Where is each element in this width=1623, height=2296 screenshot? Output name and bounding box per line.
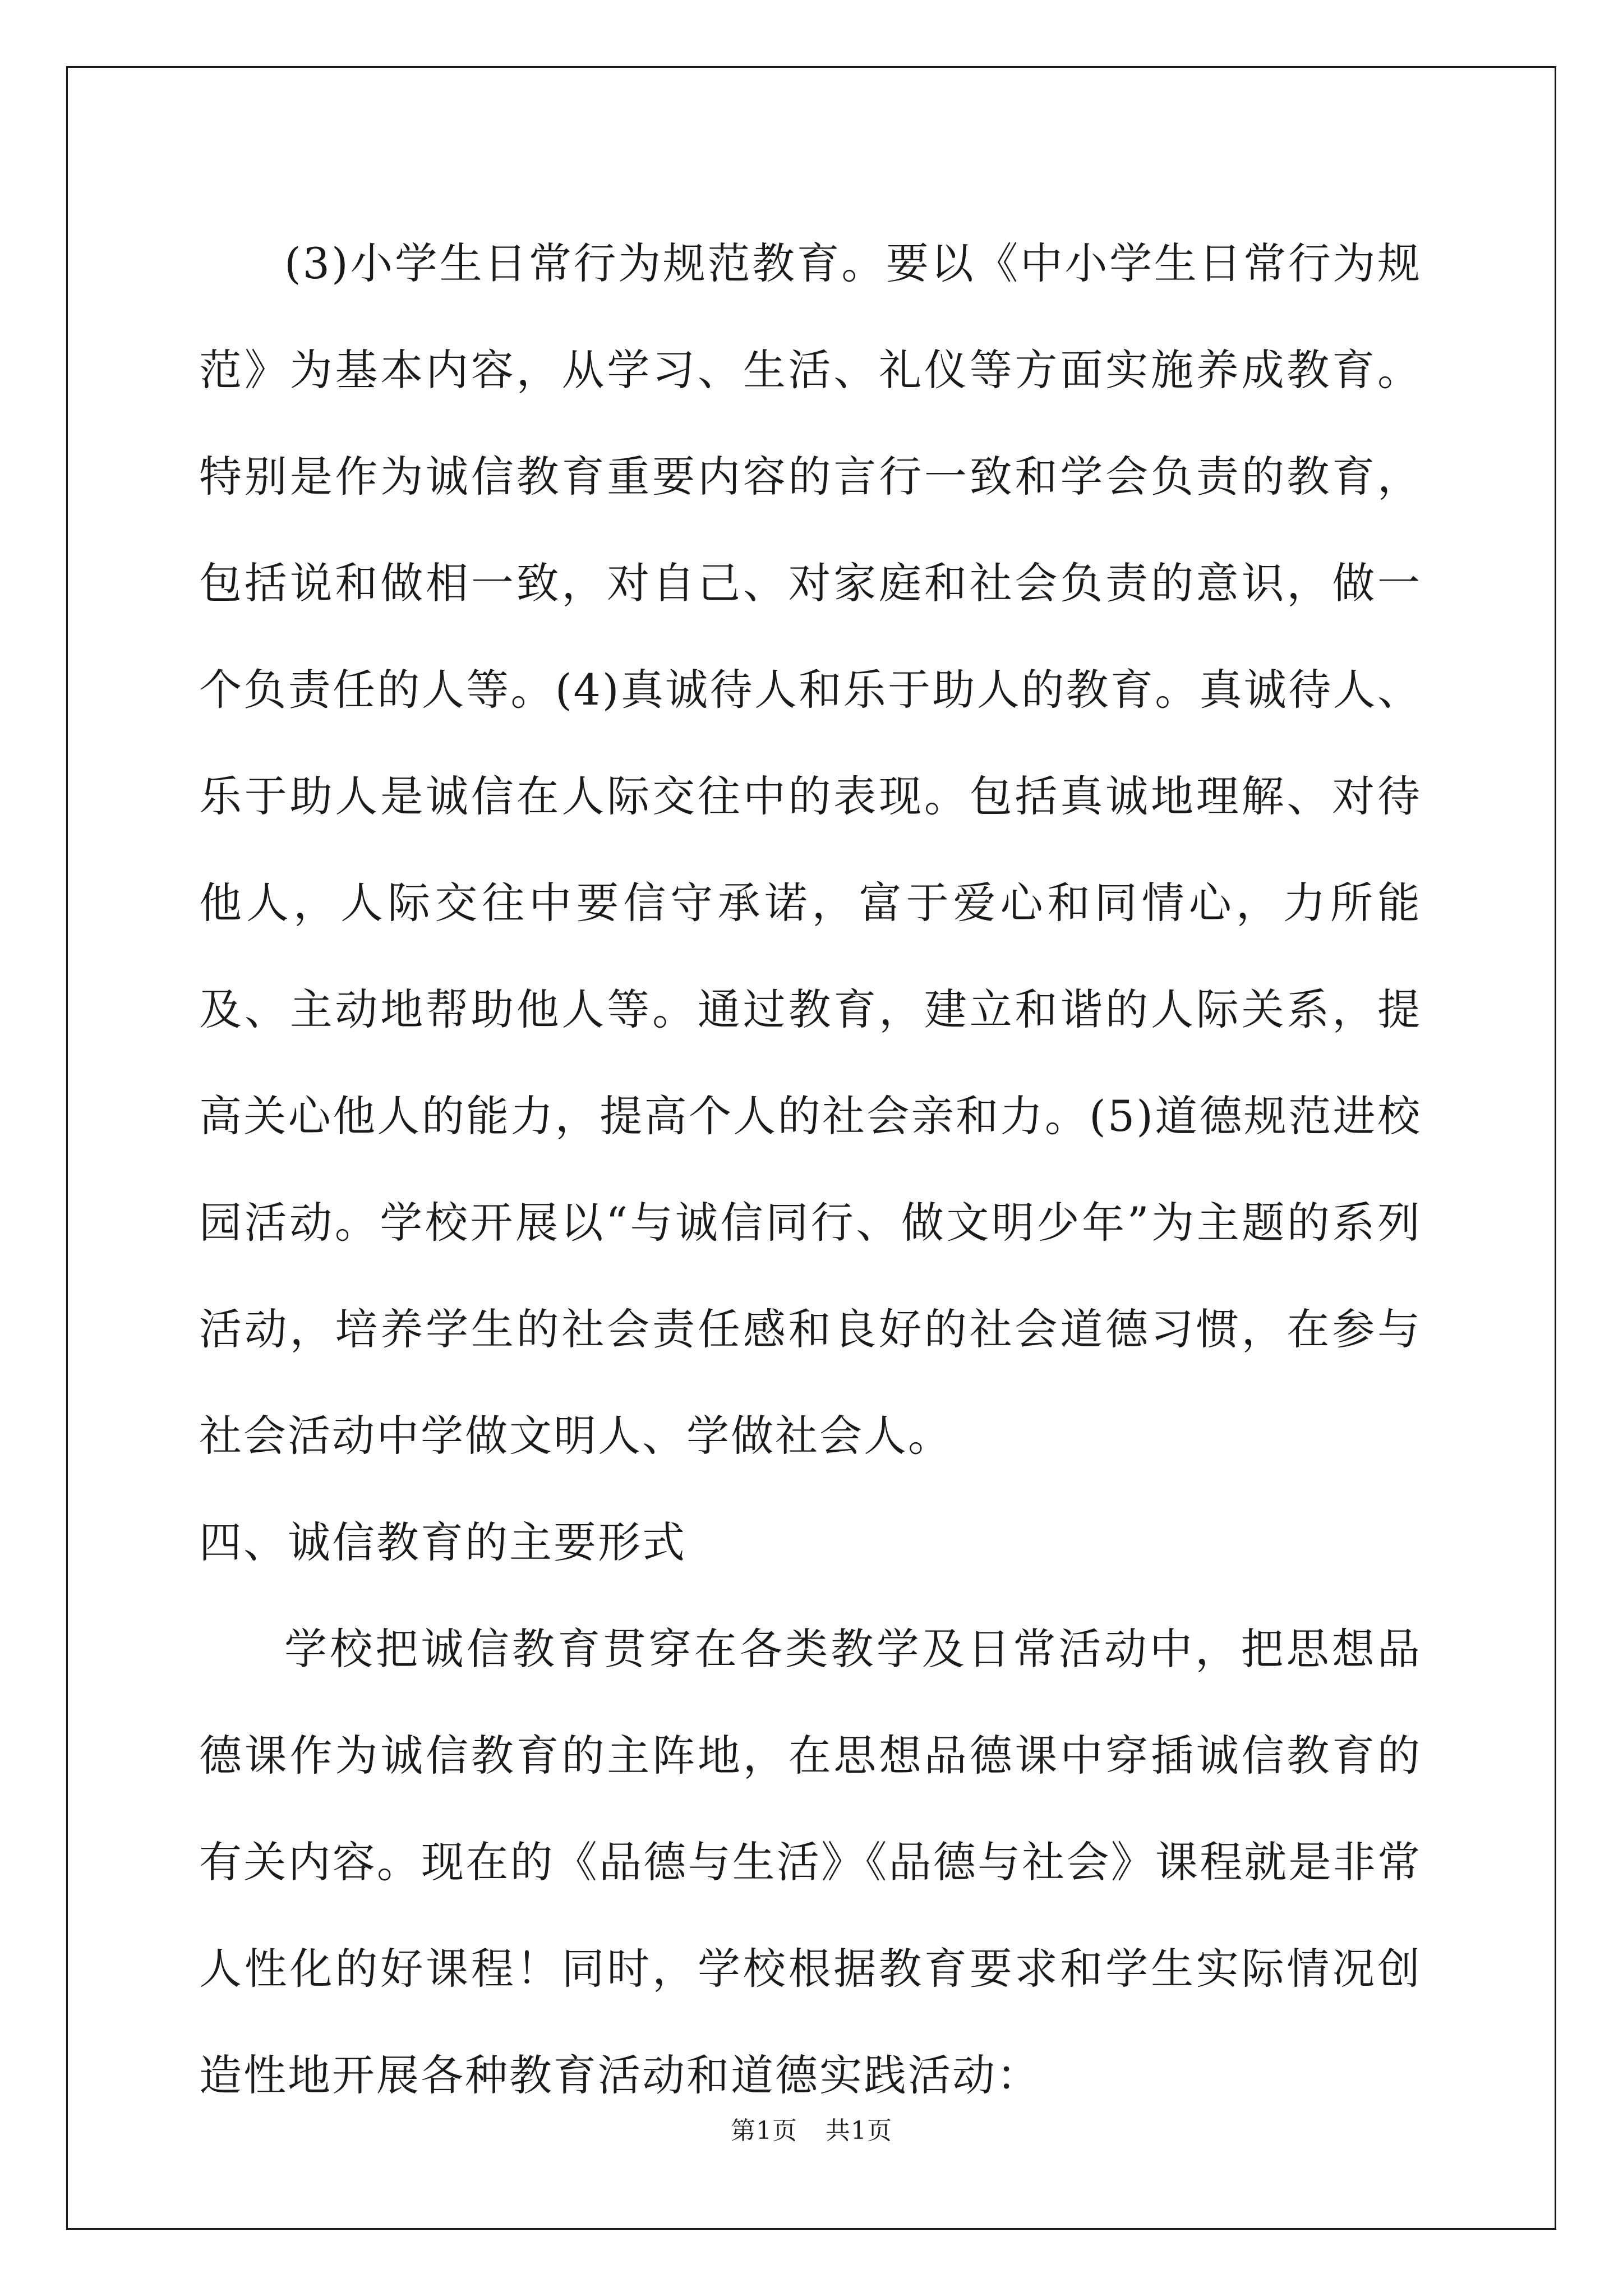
page-number-current: 第1页 — [731, 2116, 797, 2145]
document-body — [199, 210, 1422, 2129]
page-footer — [0, 2110, 1623, 2146]
paragraph-behavior-norms: (3)小学生日常行为规范教育。要以《中小学生日常行为规范》为基本内容，从学习、生活、礼仪等方面实施养成教育。特别是作为诚信教育重要内容的言行一致和学会负责的教育，包括说和做相一致，对自己、对家庭和社会负责的意识，做一个负责任的人等。(4)真诚待人和乐于助人的教育。真诚待人、乐于助人是诚信在人际交往中的表现。包括真诚地理解、对待他人，人际交往中要信守承诺，富于爱心和同情心，力所能及、主动地帮助他人等。通过教育，建立和谐的人际关系，提高关心他人的能力，提高个人的社会亲和力。(5)道德规范进校园活动。学校开展以“与诚信同行、做文明少年”为主题的系列活动，培养学生的社会责任感和良好的社会道德习惯，在参与社会活动中学做文明人、学做社会人。 — [199, 238, 1422, 1461]
section-heading: 四、诚信教育的主要形式 — [199, 1517, 686, 1567]
paragraph-education-forms: 学校把诚信教育贯穿在各类教学及日常活动中，把思想品德课作为诚信教育的主阵地，在思想品德课中穿插诚信教育的有关内容。现在的《品德与生活》《品德与社会》课程就是非常人性化的好课程！同时，学校根据教育要求和学生实际情况创造性地开展各种教育活动和道德实践活动： — [199, 1624, 1422, 2100]
page-number-total: 共1页 — [826, 2116, 892, 2145]
